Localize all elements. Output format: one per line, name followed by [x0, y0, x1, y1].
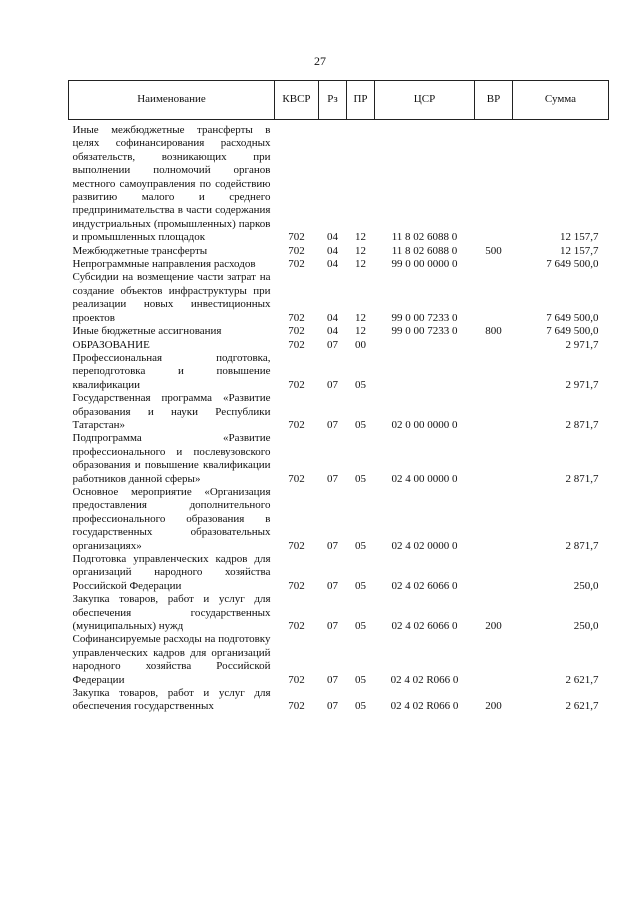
cell-pr: 05: [355, 472, 366, 485]
cell-kvsr: 702: [288, 378, 305, 391]
cell-sum: 2 871,7: [565, 418, 599, 431]
cell-csr: 02 4 02 0000 0: [391, 539, 458, 552]
table-row: [69, 432, 609, 486]
column-header-name: Наименование: [69, 81, 275, 120]
cell-sum: 12 157,7: [560, 231, 599, 244]
cell-kvsr: 702: [288, 700, 305, 713]
cell-name: Иные бюджетные ассигнования: [72, 325, 222, 338]
cell-name: Закупка товаров, работ и услуг для обеспечения государственных: [72, 687, 271, 713]
cell-sum: 12 157,7: [560, 244, 599, 257]
cell-vr: [475, 553, 513, 593]
cell-rz: 04: [327, 258, 338, 271]
table-row: [69, 486, 609, 553]
cell-pr: 12: [355, 258, 366, 271]
cell-rz: 07: [327, 418, 338, 431]
cell-sum: 7 649 500,0: [546, 325, 599, 338]
cell-csr: 02 4 02 6066 0: [391, 579, 458, 592]
cell-name: Закупка товаров, работ и услуг для обеспечения государственных (муниципальных) нужд: [72, 593, 271, 633]
cell-rz: 07: [327, 539, 338, 552]
table-row: [69, 120, 609, 245]
cell-vr: [475, 271, 513, 325]
column-header-vr: ВР: [475, 81, 513, 120]
cell-pr: 00: [355, 338, 366, 351]
cell-pr: 05: [355, 378, 366, 391]
cell-rz: 07: [327, 700, 338, 713]
cell-rz: 04: [327, 325, 338, 338]
cell-name: Подпрограмма «Развитие профессионального и послевузовского образования и повышение квалификации работников данной сферы»: [72, 432, 271, 485]
cell-pr: 05: [355, 539, 366, 552]
cell-vr: 200: [485, 700, 502, 713]
column-header-kvsr: КВСР: [275, 81, 319, 120]
cell-kvsr: 702: [288, 539, 305, 552]
table-row: [69, 352, 609, 392]
cell-kvsr: 702: [288, 418, 305, 431]
cell-sum: 2 621,7: [565, 700, 599, 713]
cell-vr: 500: [485, 244, 502, 257]
cell-csr: 02 4 02 6066 0: [391, 620, 458, 633]
cell-vr: [475, 352, 513, 392]
cell-kvsr: 702: [288, 673, 305, 686]
cell-pr: 05: [355, 700, 366, 713]
cell-sum: 250,0: [573, 579, 599, 592]
cell-csr: 02 4 00 0000 0: [391, 472, 458, 485]
cell-name: Субсидии на возмещение части затрат на создание объектов инфраструктуры при реализации новых инвестиционных проектов: [72, 271, 271, 324]
cell-csr: 11 8 02 6088 0: [391, 244, 458, 257]
cell-vr: 200: [485, 620, 502, 633]
cell-csr: 99 0 00 7233 0: [391, 311, 458, 324]
cell-pr: 12: [355, 244, 366, 257]
cell-vr: [475, 339, 513, 352]
page-number: 27: [314, 54, 326, 68]
cell-csr: 02 4 02 R066 0: [390, 700, 459, 713]
column-header-csr: ЦСР: [375, 81, 475, 120]
cell-rz: 07: [327, 620, 338, 633]
column-header-rz: Рз: [319, 81, 347, 120]
cell-csr: [375, 339, 475, 352]
cell-kvsr: 702: [288, 472, 305, 485]
cell-sum: 2 971,7: [565, 378, 599, 391]
cell-name: Иные межбюджетные трансферты в целях софинансирования расходных обязательств, возникающих при выполнении полномочий органов местного самоуправления по содействию развитию малого и среднего предпринимательства в части содержания индустриальных (промышленных) парков и промышленных площадок: [72, 124, 271, 244]
cell-kvsr: 702: [288, 231, 305, 244]
table-row: [69, 271, 609, 325]
cell-pr: 12: [355, 325, 366, 338]
cell-name: Профессиональная подготовка, переподготовка и повышение квалификации: [72, 351, 271, 391]
cell-rz: 04: [327, 311, 338, 324]
table-header-row: [69, 81, 609, 120]
cell-name: Межбюджетные трансферты: [72, 244, 208, 257]
table-row: [69, 633, 609, 687]
cell-pr: 05: [355, 579, 366, 592]
cell-csr: [375, 352, 475, 392]
cell-pr: 05: [355, 673, 366, 686]
column-header-pr: ПР: [347, 81, 375, 120]
table-row: [69, 245, 609, 258]
cell-pr: 05: [355, 620, 366, 633]
cell-rz: 04: [327, 231, 338, 244]
cell-kvsr: 702: [288, 579, 305, 592]
cell-csr: 99 0 00 0000 0: [391, 258, 458, 271]
cell-pr: 12: [355, 311, 366, 324]
table-row: [69, 392, 609, 432]
cell-vr: [475, 633, 513, 687]
cell-name: ОБРАЗОВАНИЕ: [72, 338, 150, 351]
column-header-sum: Сумма: [513, 81, 609, 120]
cell-sum: 2 871,7: [565, 472, 599, 485]
cell-csr: 11 8 02 6088 0: [391, 231, 458, 244]
table-row: [69, 593, 609, 633]
cell-sum: 7 649 500,0: [546, 311, 599, 324]
cell-rz: 07: [327, 378, 338, 391]
cell-name: Непрограммные направления расходов: [72, 258, 256, 271]
cell-kvsr: 702: [288, 325, 305, 338]
cell-rz: 07: [327, 579, 338, 592]
table-row: [69, 258, 609, 271]
cell-rz: 07: [327, 472, 338, 485]
table-body: [69, 120, 609, 714]
cell-vr: [475, 486, 513, 553]
cell-vr: [475, 392, 513, 432]
cell-vr: [475, 120, 513, 245]
cell-kvsr: 702: [288, 244, 305, 257]
budget-table: [68, 80, 609, 714]
cell-pr: 12: [355, 231, 366, 244]
cell-sum: 2 621,7: [565, 673, 599, 686]
cell-rz: 07: [327, 338, 338, 351]
cell-vr: 800: [485, 325, 502, 338]
cell-name: Государственная программа «Развитие образования и науки Республики Татарстан»: [72, 392, 271, 431]
cell-vr: [475, 258, 513, 271]
cell-csr: 02 4 02 R066 0: [390, 673, 459, 686]
cell-csr: 99 0 00 7233 0: [391, 325, 458, 338]
cell-vr: [475, 432, 513, 486]
cell-rz: 04: [327, 244, 338, 257]
cell-sum: 7 649 500,0: [546, 258, 599, 271]
table-row: [69, 339, 609, 352]
cell-sum: 250,0: [573, 620, 599, 633]
cell-kvsr: 702: [288, 338, 305, 351]
cell-kvsr: 702: [288, 258, 305, 271]
cell-csr: 02 0 00 0000 0: [391, 418, 458, 431]
cell-name: Основное мероприятие «Организация предоставления дополнительного профессионального образования в государственных образовательных организациях»: [72, 485, 271, 552]
cell-name: Софинансируемые расходы на подготовку управленческих кадров для организаций народного хозяйства Российской Федерации: [72, 633, 271, 686]
cell-pr: 05: [355, 418, 366, 431]
cell-rz: 07: [327, 673, 338, 686]
table-row: [69, 553, 609, 593]
table-row: [69, 687, 609, 714]
cell-kvsr: 702: [288, 620, 305, 633]
cell-sum: 2 871,7: [565, 539, 599, 552]
cell-sum: 2 971,7: [565, 338, 599, 351]
cell-kvsr: 702: [288, 311, 305, 324]
cell-name: Подготовка управленческих кадров для организаций народного хозяйства Российской Федерации: [72, 553, 271, 592]
table-row: [69, 325, 609, 338]
